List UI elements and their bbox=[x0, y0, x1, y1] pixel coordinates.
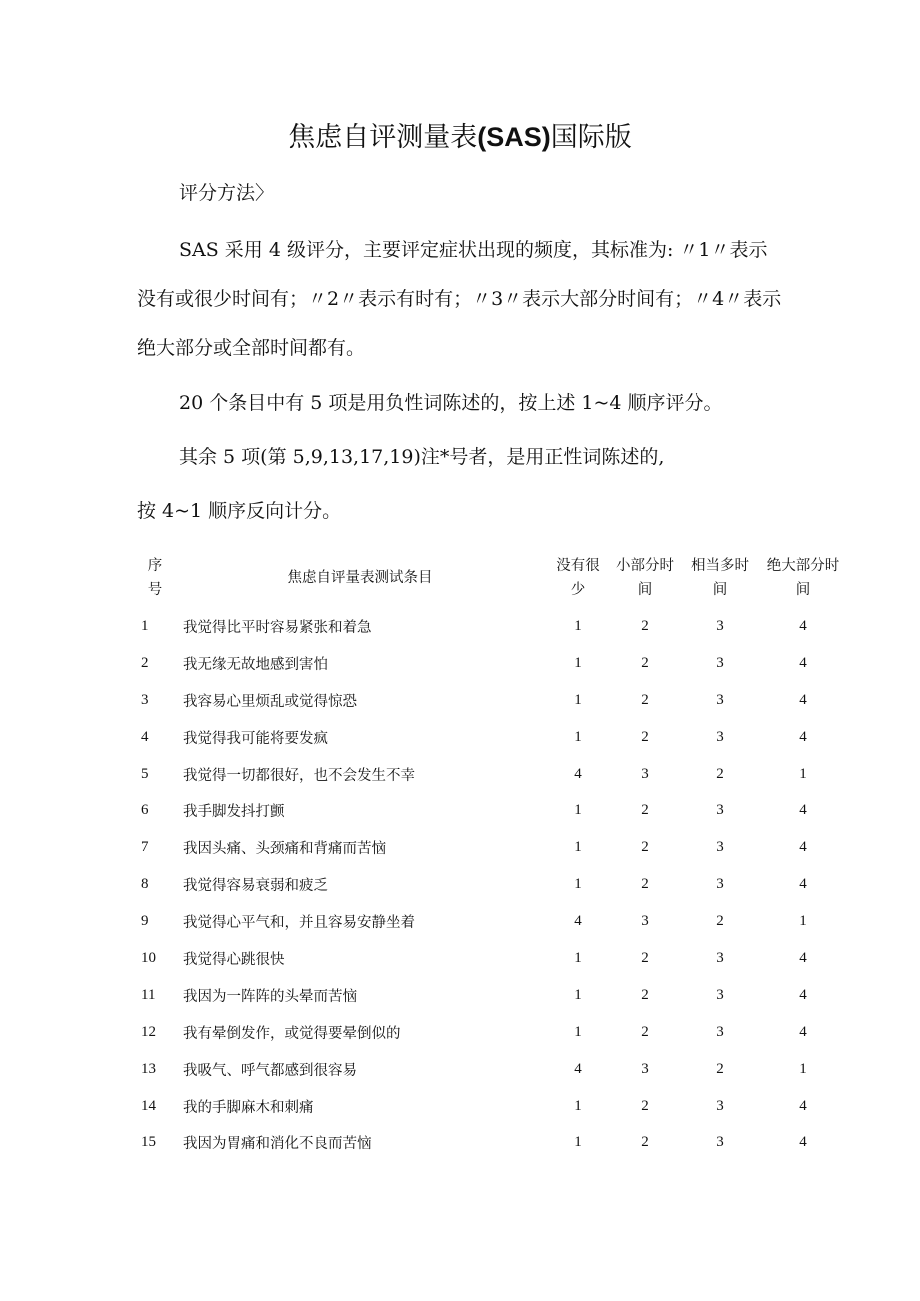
score-some-time: 2 bbox=[641, 949, 649, 966]
score-most-time: 4 bbox=[799, 617, 807, 634]
score-most-time: 4 bbox=[799, 1097, 807, 1114]
score-good-part: 3 bbox=[716, 1097, 724, 1114]
score-most-time: 4 bbox=[799, 1023, 807, 1040]
table-row bbox=[133, 792, 843, 829]
item-text: 我觉得心跳很快 bbox=[183, 951, 285, 968]
table-row bbox=[133, 1014, 843, 1051]
score-none-or-little: 1 bbox=[574, 1097, 582, 1114]
scoring-method-heading: 评分方法〉 bbox=[179, 182, 275, 204]
item-text: 我觉得一切都很好，也不会发生不幸 bbox=[183, 767, 415, 784]
score-good-part: 3 bbox=[716, 986, 724, 1003]
table-row bbox=[133, 1051, 843, 1088]
score-good-part: 3 bbox=[716, 728, 724, 745]
score-some-time: 3 bbox=[641, 1060, 649, 1077]
table-header-row bbox=[133, 548, 843, 608]
item-text: 我的手脚麻木和刺痛 bbox=[183, 1099, 314, 1116]
score-none-or-little: 4 bbox=[574, 1060, 582, 1077]
item-index: 8 bbox=[141, 876, 149, 893]
score-most-time: 4 bbox=[799, 691, 807, 708]
item-text: 我因为胃痛和消化不良而苦恼 bbox=[183, 1136, 372, 1153]
score-good-part: 2 bbox=[716, 913, 724, 930]
header-item: 焦虑自评量表测试条目 bbox=[287, 570, 433, 586]
item-text: 我觉得心平气和，并且容易安静坐着 bbox=[183, 915, 415, 932]
item-index: 6 bbox=[141, 802, 149, 819]
title-suffix: 国际版 bbox=[550, 122, 632, 153]
score-none-or-little: 1 bbox=[574, 617, 582, 634]
item-index: 13 bbox=[141, 1060, 156, 1077]
item-text: 我觉得比平时容易紧张和着急 bbox=[183, 619, 372, 636]
score-most-time: 4 bbox=[799, 986, 807, 1003]
score-most-time: 4 bbox=[799, 876, 807, 893]
score-some-time: 2 bbox=[641, 986, 649, 1003]
item-index: 12 bbox=[141, 1023, 156, 1040]
table-row bbox=[133, 903, 843, 940]
header-good-part: 相当多时间 bbox=[691, 558, 749, 598]
score-none-or-little: 1 bbox=[574, 1134, 582, 1151]
score-none-or-little: 1 bbox=[574, 1023, 582, 1040]
table-row bbox=[133, 682, 843, 719]
score-some-time: 2 bbox=[641, 617, 649, 634]
score-most-time: 4 bbox=[799, 802, 807, 819]
score-some-time: 2 bbox=[641, 691, 649, 708]
score-good-part: 3 bbox=[716, 876, 724, 893]
item-index: 5 bbox=[141, 765, 149, 782]
item-index: 10 bbox=[141, 949, 156, 966]
table-row bbox=[133, 1124, 843, 1161]
score-most-time: 4 bbox=[799, 728, 807, 745]
score-none-or-little: 1 bbox=[574, 949, 582, 966]
score-some-time: 2 bbox=[641, 654, 649, 671]
score-good-part: 3 bbox=[716, 802, 724, 819]
positive-items-note: 其余 5 项(第 5,9,13,17,19)注*号者，是用正性词陈述的, bbox=[179, 446, 665, 468]
title-chinese: 焦虑自评测量表 bbox=[288, 122, 478, 153]
item-index: 11 bbox=[141, 986, 156, 1003]
table-row bbox=[133, 940, 843, 977]
table-row bbox=[133, 719, 843, 756]
item-text: 我因为一阵阵的头晕而苦恼 bbox=[183, 988, 357, 1005]
score-some-time: 2 bbox=[641, 1097, 649, 1114]
score-none-or-little: 4 bbox=[574, 765, 582, 782]
score-some-time: 2 bbox=[641, 876, 649, 893]
item-index: 7 bbox=[141, 839, 149, 856]
table-row bbox=[133, 829, 843, 866]
scoring-description-line-3: 绝大部分或全部时间都有。 bbox=[137, 337, 366, 359]
score-good-part: 2 bbox=[716, 1060, 724, 1077]
score-none-or-little: 1 bbox=[574, 839, 582, 856]
table-row bbox=[133, 866, 843, 903]
score-good-part: 3 bbox=[716, 949, 724, 966]
item-text: 我有晕倒发作，或觉得要晕倒似的 bbox=[183, 1025, 401, 1042]
item-index: 1 bbox=[141, 617, 149, 634]
item-index: 2 bbox=[141, 654, 149, 671]
score-good-part: 3 bbox=[716, 839, 724, 856]
score-good-part: 3 bbox=[716, 1134, 724, 1151]
negative-items-note: 20 个条目中有 5 项是用负性词陈述的，按上述 1~4 顺序评分。 bbox=[179, 392, 723, 414]
item-index: 4 bbox=[141, 728, 149, 745]
scoring-description-line-2: 没有或很少时间有；〃2〃表示有时有；〃3〃表示大部分时间有；〃4〃表示 bbox=[137, 288, 782, 310]
item-index: 15 bbox=[141, 1134, 156, 1151]
table-row bbox=[133, 977, 843, 1014]
score-some-time: 3 bbox=[641, 913, 649, 930]
table-row bbox=[133, 608, 843, 645]
score-good-part: 3 bbox=[716, 1023, 724, 1040]
page-title bbox=[0, 115, 920, 154]
score-most-time: 4 bbox=[799, 839, 807, 856]
header-some-time: 小部分时间 bbox=[616, 558, 674, 598]
score-some-time: 2 bbox=[641, 728, 649, 745]
score-some-time: 2 bbox=[641, 802, 649, 819]
score-most-time: 4 bbox=[799, 654, 807, 671]
sas-items-table bbox=[133, 548, 843, 1161]
item-index: 9 bbox=[141, 913, 149, 930]
score-most-time: 1 bbox=[799, 765, 807, 782]
score-none-or-little: 1 bbox=[574, 876, 582, 893]
item-text: 我吸气、呼气都感到很容易 bbox=[183, 1062, 357, 1079]
item-index: 3 bbox=[141, 691, 149, 708]
header-most-time: 绝大部分时间 bbox=[766, 558, 840, 598]
table-row bbox=[133, 645, 843, 682]
header-index: 序号 bbox=[147, 558, 163, 598]
score-good-part: 3 bbox=[716, 654, 724, 671]
score-most-time: 4 bbox=[799, 1134, 807, 1151]
score-most-time: 1 bbox=[799, 1060, 807, 1077]
item-text: 我觉得我可能将要发疯 bbox=[183, 730, 328, 747]
table-row bbox=[133, 756, 843, 793]
score-good-part: 2 bbox=[716, 765, 724, 782]
table-row bbox=[133, 1088, 843, 1125]
item-text: 我因头痛、头颈痛和背痛而苦恼 bbox=[183, 841, 386, 858]
score-good-part: 3 bbox=[716, 617, 724, 634]
reverse-scoring-note: 按 4~1 顺序反向计分。 bbox=[137, 500, 342, 522]
header-none-or-little: 没有很少 bbox=[556, 558, 600, 598]
score-none-or-little: 4 bbox=[574, 913, 582, 930]
title-abbreviation: (SAS) bbox=[477, 122, 551, 152]
score-some-time: 3 bbox=[641, 765, 649, 782]
item-text: 我手脚发抖打颤 bbox=[183, 804, 285, 821]
item-text: 我无缘无故地感到害怕 bbox=[183, 656, 328, 673]
score-some-time: 2 bbox=[641, 839, 649, 856]
score-some-time: 2 bbox=[641, 1134, 649, 1151]
score-none-or-little: 1 bbox=[574, 691, 582, 708]
score-none-or-little: 1 bbox=[574, 802, 582, 819]
item-index: 14 bbox=[141, 1097, 156, 1114]
score-good-part: 3 bbox=[716, 691, 724, 708]
score-some-time: 2 bbox=[641, 1023, 649, 1040]
score-most-time: 4 bbox=[799, 949, 807, 966]
item-text: 我觉得容易衰弱和疲乏 bbox=[183, 878, 328, 895]
score-none-or-little: 1 bbox=[574, 986, 582, 1003]
score-most-time: 1 bbox=[799, 913, 807, 930]
scoring-description-line-1: SAS 采用 4 级评分，主要评定症状出现的频度，其标准为: 〃1〃表示 bbox=[179, 239, 768, 261]
item-text: 我容易心里烦乱或觉得惊恐 bbox=[183, 693, 357, 710]
score-none-or-little: 1 bbox=[574, 654, 582, 671]
score-none-or-little: 1 bbox=[574, 728, 582, 745]
